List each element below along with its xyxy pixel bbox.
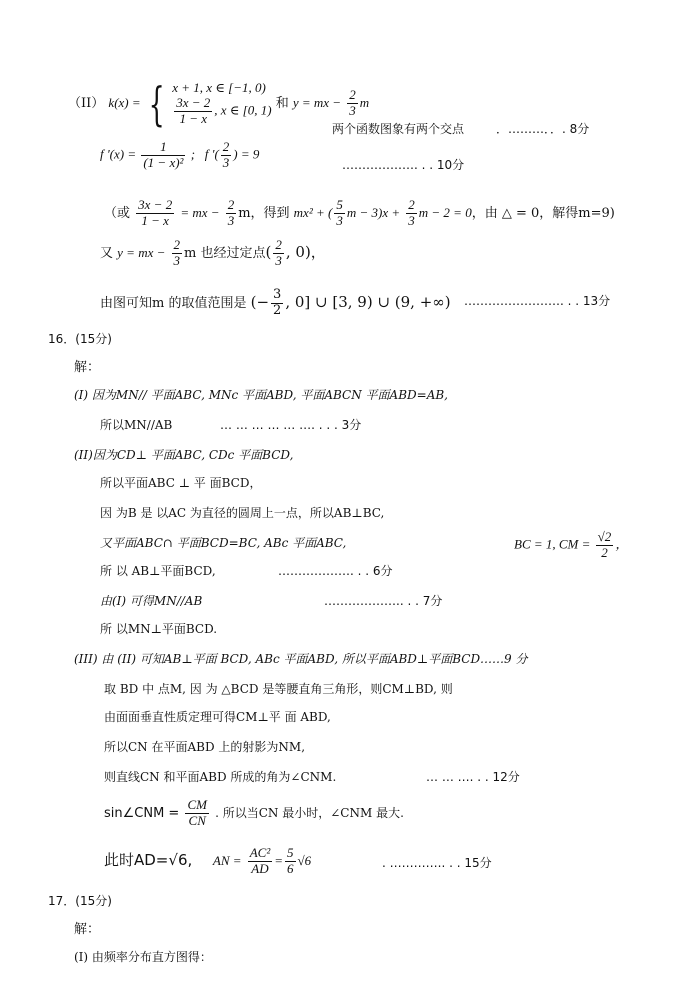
q17-jie: 解：: [74, 922, 101, 937]
q16-p1-line1: (I) 因为MN// 平面ABC, MNc 平面ABD, 平面ABCN 平面ABD=AB,: [74, 388, 448, 402]
score-6: ………………. . . 6分: [278, 564, 393, 578]
alternative-line: （或 $\frac{3x - 2}{1 - x}$ = mx − $\frac{2}{3}$ m，得到 mx² + ( $\frac{5}{3}$ m − 3)x + $\frac{2}{3}$ m − 2 = 0，由 △ = 0，解得m=9): [104, 197, 615, 228]
score-10: ………………. . . 10分: [342, 158, 465, 172]
score-15: . ………….. . . 15分: [382, 856, 492, 870]
q16-p3-line2: 取 BD 中 点M, 因 为 △BCD 是等腰直角三角形，则CM⊥BD, 则: [104, 682, 453, 696]
q16-title: 16．(15分): [48, 332, 112, 346]
and-text: 和: [275, 96, 289, 112]
y-equation: y = mx −: [292, 95, 342, 111]
k-def: k(x) =: [108, 95, 141, 111]
q16-p3-line5: 则直线CN 和平面ABD 所成的角为∠CNM.: [104, 770, 337, 784]
score-7: ……………….. . . 7分: [324, 594, 443, 608]
q16-p2-line3: 因 为B 是 以AC 为直径的圆周上一点，所以AB⊥BC,: [100, 506, 385, 520]
k-case-2: $\frac{3x - 2}{1 - x}$ , x ∈ [0, 1): [176, 95, 272, 127]
score-3: … … … … … …. . . . 3分: [220, 418, 362, 432]
range-line: 由图可知m 的取值范围是 (− $\frac{3}{2}$ , 0] ∪ [3, 9) ∪ (9, +∞): [100, 287, 451, 318]
two-thirds: $\frac{2}{3}$: [349, 87, 356, 119]
final-line: 此时AD=√6, AN = $\frac{\text{AC²}}{AD}$ = $\frac{5}{6}$ √6: [104, 845, 312, 876]
part-label: （II）: [68, 96, 105, 112]
q16-p2-line7: 所 以MN⊥平面BCD.: [100, 622, 218, 636]
intersect-text: 两个函数图象有两个交点: [332, 122, 465, 136]
q16-p3-line3: 由面面垂直性质定理可得CM⊥平 面 ABD,: [104, 710, 331, 724]
q16-p3-line1: (III) 由 (II) 可知AB⊥平面 BCD, ABc 平面ABD, 所以平面ABD⊥平面BCD……9 分: [74, 652, 528, 666]
q16-jie: 解：: [74, 360, 101, 375]
q16-p2-line2: 所以平面ABC ⊥ 平 面BCD，: [100, 476, 262, 490]
q16-p2-line4: 又平面ABC∩ 平面BCD=BC, ABc 平面ABC,: [100, 536, 347, 550]
q16-p2-line1: (II)因为CD⊥ 平面ABC, CDc 平面BCD,: [74, 448, 294, 462]
k-definition-line: （II） k(x) = { x + 1, x ∈ [−1, 0) $\frac{3x - 2}{1 - x}$ , x ∈ [0, 1) 和 y = mx − $\frac{2}{3}$ m: [68, 76, 370, 131]
fixed-point-line: 又 y = mx − $\frac{2}{3}$ m 也经过定点( $\frac{2}{3}$ , 0)，: [100, 237, 326, 268]
k-case-1: x + 1, x ∈ [−1, 0): [172, 80, 266, 95]
q16-p3-line4: 所以CN 在平面ABD 上的射影为NM,: [104, 740, 306, 754]
cases-brace: {: [148, 76, 165, 131]
q16-p2-line6: 由(I) 可得MN//AB: [100, 594, 203, 608]
q16-p2-line5: 所 以 AB⊥平面BCD,: [100, 564, 216, 578]
sin-line: sin∠CNM = $\frac{CM}{CN}$ . 所以当CN 最小时，∠CNM 最大.: [104, 797, 404, 828]
q17-line1: (I) 由频率分布直方图得：: [74, 950, 212, 964]
k-cases: [172, 80, 271, 127]
score-13: ……………………. . . 13分: [464, 294, 611, 308]
fprime-line: f '(x) = $\frac{1}{\text{(1 − x)²}}$ ; f '( $\frac{2}{3}$ ) = 9: [100, 139, 260, 170]
q17-title: 17．(15分): [48, 894, 112, 908]
score-12: … … …. . . 12分: [426, 770, 520, 784]
score-8: ．………．．. 8分: [496, 122, 590, 136]
q16-p1-line2: 所以MN//AB: [100, 418, 173, 432]
bc-cm-formula: BC = 1, CM = $\frac{√2}{2}$ ，: [514, 529, 629, 560]
